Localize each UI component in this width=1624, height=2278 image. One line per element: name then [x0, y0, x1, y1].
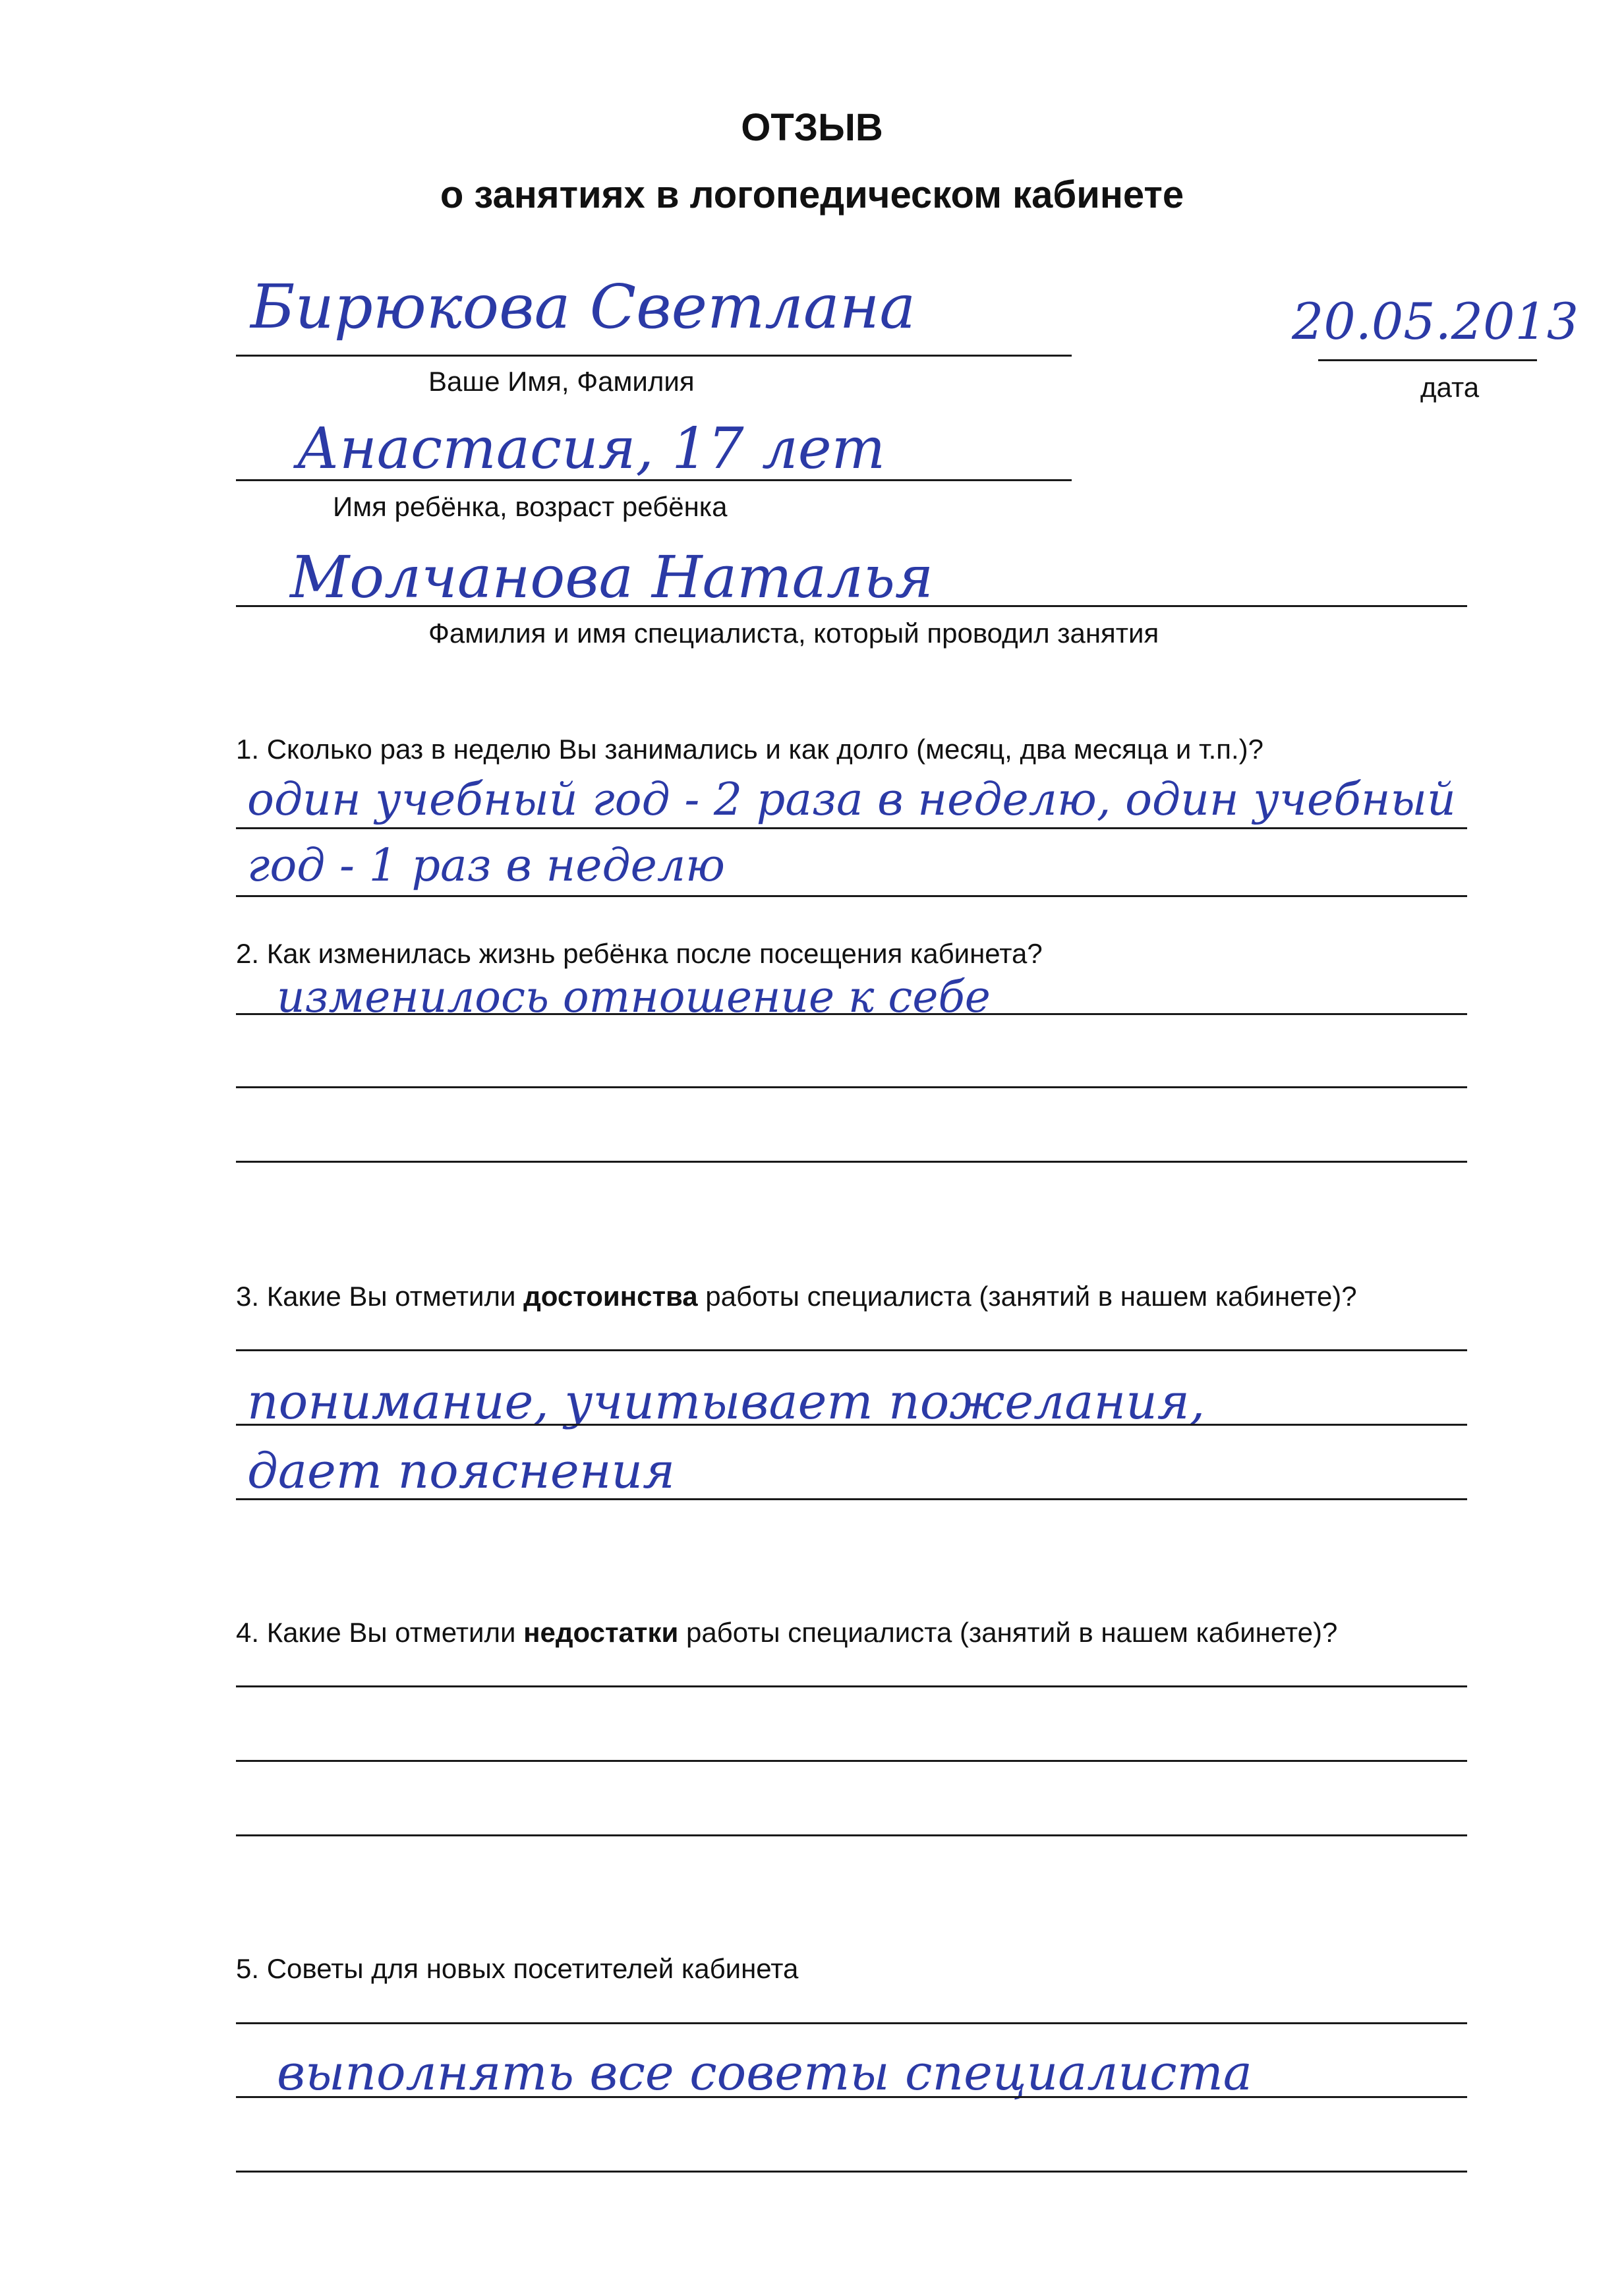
question-4-text-bold: недостатки	[523, 1617, 679, 1648]
answer-line	[236, 1349, 1467, 1351]
form-subtitle: о занятиях в логопедическом кабинете	[440, 173, 1184, 216]
question-5-text: Советы для новых посетителей кабинета	[266, 1953, 799, 1984]
question-4	[236, 1617, 1337, 1649]
form-title: ОТЗЫВ	[741, 106, 883, 149]
answer-line	[236, 827, 1467, 829]
question-1-text: Сколько раз в неделю Вы занимались и как долго (месяц, два месяца и т.п.)?	[266, 734, 1264, 765]
child-handwriting[interactable]: Анастасия, 17 лет	[297, 416, 886, 482]
question-1-number: 1.	[236, 734, 260, 765]
answer-line	[236, 1161, 1467, 1163]
answer-1-line-2[interactable]: год - 1 раз в неделю	[247, 840, 725, 892]
question-5-number: 5.	[236, 1953, 260, 1984]
answer-1-line-1[interactable]: один учебный год - 2 раза в неделю, один учебный	[247, 774, 1456, 826]
answer-line	[236, 895, 1467, 897]
question-3-text-after: работы специалиста (занятий в нашем кабинете)?	[697, 1281, 1357, 1312]
question-2-number: 2.	[236, 938, 260, 969]
child-label: Имя ребёнка, возраст ребёнка	[333, 491, 728, 522]
question-2-text: Как изменилась жизнь ребёнка после посещения кабинета?	[266, 938, 1043, 969]
answer-5-line-1[interactable]: выполнять все советы специалиста	[277, 2045, 1252, 2101]
answer-2-line-1[interactable]: изменилось отношение к себе	[277, 972, 991, 1022]
date-label: дата	[1420, 372, 1480, 403]
question-1	[236, 734, 1263, 765]
question-3-text-before: Какие Вы отметили	[266, 1281, 524, 1312]
question-3	[236, 1281, 1357, 1312]
parent-name-label: Ваше Имя, Фамилия	[428, 366, 695, 397]
answer-line	[236, 1086, 1467, 1088]
answer-line	[236, 1685, 1467, 1687]
answer-line	[236, 1498, 1467, 1500]
parent-name-line	[236, 355, 1072, 357]
answer-line	[236, 2096, 1467, 2098]
date-handwriting[interactable]: 20.05.2013	[1292, 292, 1579, 351]
answer-line	[236, 1760, 1467, 1762]
child-line	[236, 479, 1072, 481]
answer-line	[236, 2171, 1467, 2173]
specialist-label: Фамилия и имя специалиста, который проводил занятия	[428, 618, 1159, 649]
specialist-handwriting[interactable]: Молчанова Наталья	[290, 543, 934, 611]
question-4-text-before: Какие Вы отметили	[266, 1617, 524, 1648]
specialist-line	[236, 605, 1467, 607]
answer-line	[236, 1013, 1467, 1015]
answer-line	[236, 1834, 1467, 1836]
answer-line	[236, 1424, 1467, 1426]
question-2	[236, 938, 1043, 970]
question-4-text-after: работы специалиста (занятий в нашем кабинете)?	[678, 1617, 1338, 1648]
answer-3-line-2[interactable]: дает пояснения	[247, 1443, 676, 1500]
question-3-number: 3.	[236, 1281, 260, 1312]
question-4-number: 4.	[236, 1617, 260, 1648]
parent-name-handwriting[interactable]: Бирюкова Светлана	[250, 272, 916, 342]
date-line	[1318, 359, 1537, 361]
question-5	[236, 1953, 798, 1985]
answer-line	[236, 2022, 1467, 2024]
answer-3-line-1[interactable]: понимание, учитывает пожелания,	[247, 1374, 1205, 1430]
question-3-text-bold: достоинства	[523, 1281, 698, 1312]
